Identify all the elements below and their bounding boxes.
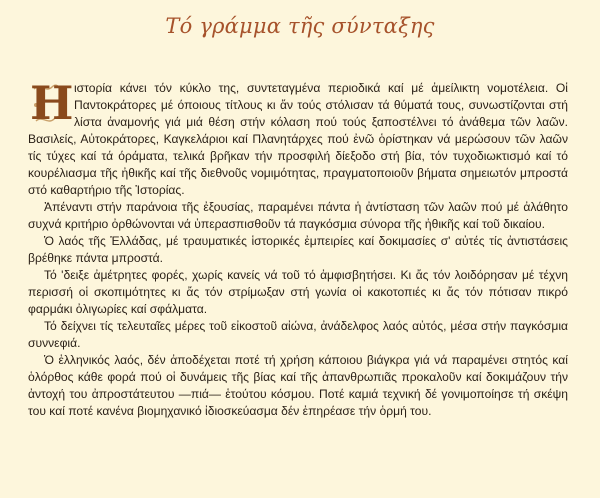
paragraph-2: Ἀπέναντι στήν παράνοια τῆς ἐξουσίας, παραμένει πάντα ἡ ἀντίσταση τῶν λαῶν πού μέ ἀλάθητο συχνά κριτήριο ὀρθώνονται νά ὑπερασπισθοῦν τά παγκόσμια σύνορα τῆς ἠθικῆς καί τοῦ δικαίου.: [28, 200, 568, 231]
paragraph-text: ιστορία κάνει τόν κύκλο της, συντεταγμένα περιοδικά καί μέ ἀμείλικτη νομοτέλεια. Οἱ Παντοκράτορες μέ όποιους τίτλους κι ἄν τούς στόλισαν τά θύματά τους, συνωστίζονται στή λίστα ἀναμονής γιά μιά θέση στήν κόλαση πού τούς ξαποστέλνει τό ἀνάθεμα τῶν λαῶν. Βασιλείς, Αὐτοκράτορες, Καγκελάριοι καί Πλανητάρχες πού ἐνῶ ὁρίστηκαν νά μερώσουν τῶν λαῶν τίς τύχες καί τά όράματα, τελικά βρῆκαν τήν προσφιλή δίεξοδο στή βία, τόν τυχοδιωκτισμό καί τό κουρέλιασμα τῆς ἠθικῆς καί τῆς διεθνοῦς νομιμότητας, πραγματοποιοῦν βήματα σημειωτόν μπροστά στό καθαρτήριο τῆς Ἱστορίας.: [28, 81, 568, 197]
dropcap-letter: Η: [30, 76, 74, 130]
paragraph-4: Τό 'δειξε ἀμέτρητες φορές, χωρίς κανείς νά τοῦ τό ἀμφισβητήσει. Κι ἄς τόν λοιδόρησαν μέ τέχνη περισσή οἱ σκοπιμότητες κι ἄς τόν στρίμωξαν στή γωνία οἱ κακοτοπιές κι ἄς τόν πότισαν πικρό φαρμάκι ὀλιγωρίες καί σφάλματα.: [28, 268, 568, 316]
paragraph-5: Τό δείχνει τίς τελευταῖες μέρες τοῦ εἰκοστοῦ αἰώνα, ἀνάδελφος λαός αὐτός, μέσα στήν παγκόσμια συννεφιά.: [28, 319, 568, 350]
paragraph-3: Ὁ λαός τῆς Ἑλλάδας, μέ τραυματικές ἱστορικές ἐμπειρίες καί δοκιμασίες σ' αὐτές τίς ἀντιστάσεις βρέθηκε πάντα μπροστά.: [28, 234, 568, 265]
dropcap-ornament: [30, 76, 74, 130]
paragraph-1: [28, 76, 568, 199]
page-title: Τό γράμμα τῆς σύνταξης: [165, 14, 435, 38]
body-text: [28, 76, 568, 420]
paragraph-6: Ὁ ἑλληνικός λαός, δέν ἀποδέχεται ποτέ τή χρήση κάποιου βιάγκρα γιά νά παραμένει στητός καί ὁλόρθος κάθε φορά πού οἱ δυνάμεις τῆς βίας καί τῆς ἀπανθρωπιᾶς προκαλοῦν καί δοκιμάζουν τήν ἀντοχή του ἀπροστάτευτου —πιά— ἑτούτου κόσμου. Ποτέ καμιά τεχνική δέ γονιμοποίησε τή σκέψη του καί ποτέ κανένα βιομηχανικό ἰδιοσκεύασμα δέν ἐπηρέασε τήν ὁρμή του.: [28, 353, 568, 418]
